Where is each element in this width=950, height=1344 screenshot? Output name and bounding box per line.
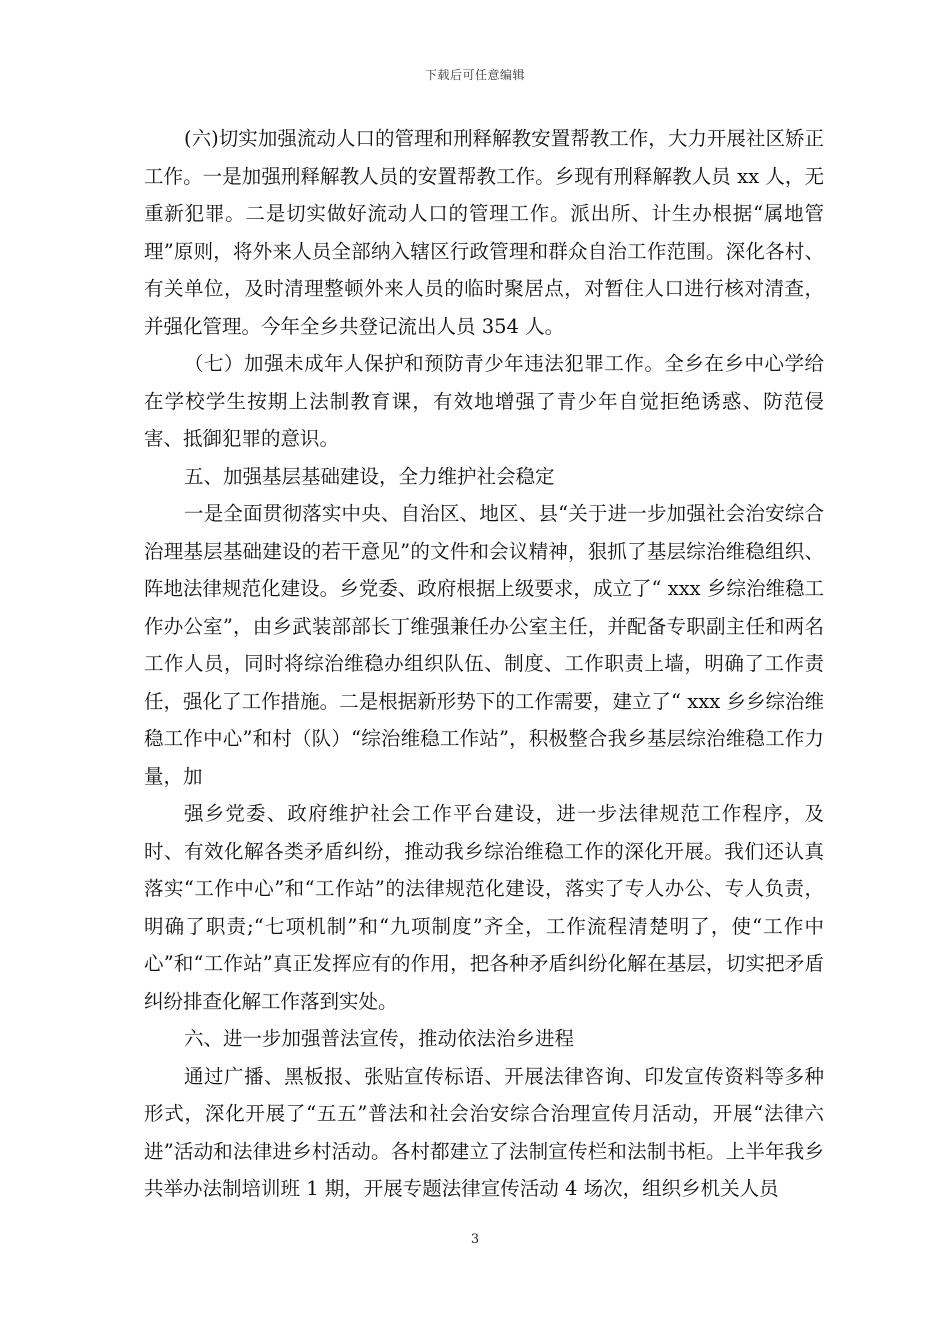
section-heading-six: 六、进一步加强普法宣传，推动依法治乡进程 bbox=[184, 1027, 575, 1050]
paragraph-infrastructure: 一是全面贯彻落实中央、自治区、地区、县“关于进一步加强社会治安综合治理基层基础建设的若干意见”的文件和会议精神，狠抓了基层综治维稳组织、阵地法律规范化建设。乡党委、政府根据上级要求，成立了“ xxx 乡综治维稳工作办公室”，由乡武装部部长丁维强兼任办公室主任，并配备专职副主任和两名工作人员，同时将综治维稳办组织队伍、制度、工作职责上墙，明确了工作责任，强化了工作措施。二是根据新形势下的工作需要，建立了“ xxx 乡乡综治维稳工作中心”和村（队）“综治维稳工作站”，积极整合我乡基层综治维稳工作力量，加 bbox=[144, 502, 824, 788]
paragraph-legal-publicity: 通过广播、黑板报、张贴宣传标语、开展法律咨询、印发宣传资料等多种形式，深化开展了“五五”普法和社会治安综合治理宣传月活动，开展“法律六进”活动和法律进乡村活动。各村都建立了法制宣传栏和法制书柜。上半年我乡共举办法制培训班 1 期，开展专题法律宣传活动 4 场次，组织乡机关人员 bbox=[144, 1064, 824, 1200]
section-heading-five: 五、加强基层基础建设，全力维护社会稳定 bbox=[184, 464, 555, 488]
paragraph-six: (六)切实加强流动人口的管理和刑释解教安置帮教工作，大力开展社区矫正工作。一是加强刑释解教人员的安置帮教工作。乡现有刑释解教人员 xx 人，无重新犯罪。二是切实做好流动人口的管理工作。派出所、计生办根据“属地管理”原则，将外来人员全部纳入辖区行政管理和群众自治工作范围。深化各村、有关单位，及时清理整顿外来人员的临时聚居点，对暂住人口进行核对清查，并强化管理。今年全乡共登记流出人员 354 人。 bbox=[144, 127, 824, 338]
header-note: 下载后可任意编辑 bbox=[424, 68, 525, 82]
paragraph-platform: 强乡党委、政府维护社会工作平台建设，进一步法律规范工作程序，及时、有效化解各类矛盾纠纷，推动我乡综治维稳工作的深化开展。我们还认真落实“工作中心”和“工作站”的法律规范化建设，落实了专人办公、专人负责，明确了职责;“七项机制”和“九项制度”齐全，工作流程清楚明了，使“工作中心”和“工作站”真正发挥应有的作用，把各种矛盾纠纷化解在基层，切实把矛盾纠纷排查化解工作落到实处。 bbox=[144, 802, 824, 1013]
document-body bbox=[144, 120, 824, 1208]
paragraph-seven: （七）加强未成年人保护和预防青少年违法犯罪工作。全乡在乡中心学给在学校学生按期上法制教育课，有效地增强了青少年自觉拒绝诱惑、防范侵害、抵御犯罪的意识。 bbox=[144, 352, 824, 450]
page-number: 3 bbox=[470, 1232, 480, 1247]
